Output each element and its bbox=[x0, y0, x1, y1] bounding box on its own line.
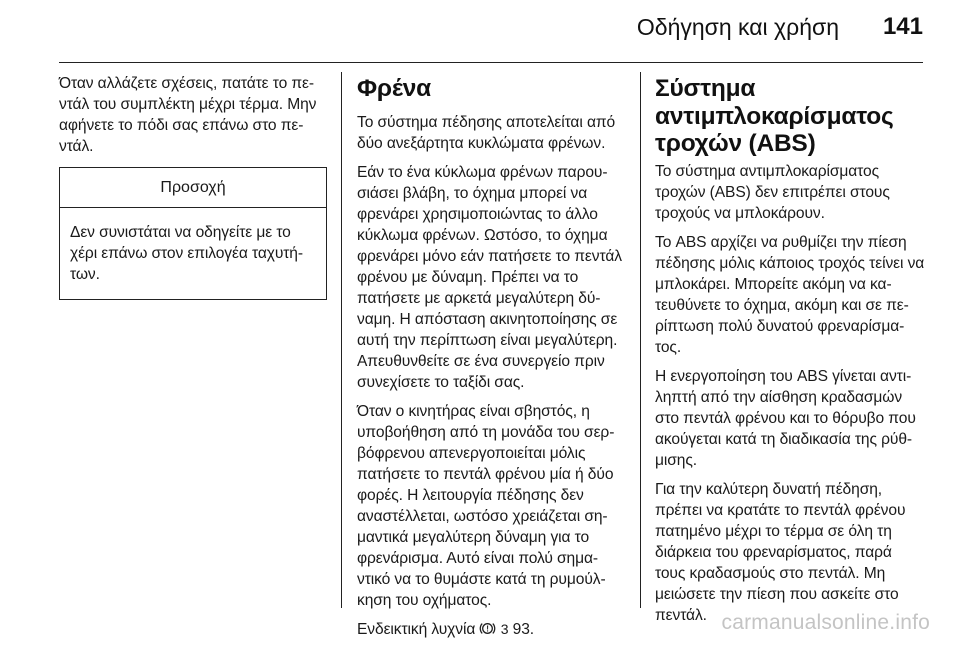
indicator-reference bbox=[357, 619, 625, 642]
abs-paragraph: Για την καλύτερη δυνατή πέδηση, πρέπει να κρατάτε το πεντάλ φρένου πατημένο μέχρι το τέρμα σε όλη τη διάρκεια του φρεναρίσματος, παρά τους κραδασμούς στο πεντάλ. Μη μειώσετε την πίεση που ασκείτε στο πεντάλ. bbox=[655, 480, 906, 624]
caution-heading: Προσοχή bbox=[60, 168, 326, 208]
brake-warning-icon bbox=[479, 621, 496, 642]
caution-text: Δεν συνιστάται να οδηγείτε με το χέρι επάνω στον επιλογέα ταχυτήτων. bbox=[70, 224, 304, 283]
section-heading-abs: Σύστημα αντιμπλοκαρίσματος τροχών (ABS) bbox=[655, 75, 894, 157]
page-reference-arrow-icon: 3 bbox=[500, 621, 509, 637]
caution-body bbox=[60, 208, 326, 299]
abs-paragraph: Το σύστημα αντιμπλοκαρίσματος τροχών (ABS) δεν επιτρέπει στους τροχούς να μπλοκάρουν. bbox=[655, 162, 890, 222]
page-reference-number: 93. bbox=[512, 621, 535, 638]
section-heading-brakes: Φρένα bbox=[357, 75, 432, 102]
gearshift-paragraph: Όταν αλλάζετε σχέσεις, πατάτε το πεντάλ του συμπλέκτη μέχρι τέρμα. Μην αφήνετε το πόδι σας επάνω στο πεντάλ. bbox=[59, 75, 317, 155]
page-number: 141 bbox=[882, 13, 923, 40]
svg-text:!: ! bbox=[486, 624, 490, 634]
brakes-paragraph: Το σύστημα πέδησης αποτελείται από δύο ανεξάρτητα κυκλώματα φρένων. bbox=[357, 114, 616, 152]
indicator-reference-text: Ενδεικτική λυχνία bbox=[357, 621, 476, 638]
brakes-paragraph: Όταν ο κινητήρας είναι σβηστός, η υποβοήθηση από τη μονάδα του σερβόφρενου απενεργοποιείται μόλις πατήσετε το πεντάλ φρένου μία ή δύο φορές. Η λειτουργία πέδησης δεν αναστέλλεται, ωστόσο χρειάζεται σημαντικά μεγαλύτερη δύναμη για το φρενάρισμα. Αυτό είναι πολύ σημαντικό να το θυμάστε κατά τη ρυμούλκηση του οχήματος. bbox=[357, 403, 615, 609]
column-3 bbox=[655, 73, 925, 634]
column-divider-1 bbox=[341, 72, 342, 608]
column-divider-2 bbox=[640, 72, 641, 608]
caution-box bbox=[59, 167, 327, 300]
abs-paragraph: Το ABS αρχίζει να ρυθμίζει την πίεση πέδησης μόλις κάποιος τροχός τείνει να μπλοκάρει. Μπορείτε ακόμη να κατευθύνετε το όχημα, ακόμη και σε περίπτωση πολύ δυνατού φρεναρίσματος. bbox=[655, 233, 925, 356]
abs-paragraph: Η ενεργοποίηση του ABS γίνεται αντιληπτή από την αίσθηση κραδασμών στο πεντάλ φρένου και το θόρυβο που ακούγεται κατά τη διαδικασία της ρύθμισης. bbox=[655, 367, 916, 469]
column-2 bbox=[357, 73, 625, 650]
watermark: carmanualsonline.info bbox=[721, 611, 930, 634]
column-1 bbox=[59, 73, 327, 300]
header-rule bbox=[59, 62, 923, 63]
page-header-title: Οδήγηση και χρήση bbox=[636, 14, 839, 40]
brakes-paragraph: Εάν το ένα κύκλωμα φρένων παρουσιάσει βλάβη, το όχημα μπορεί να φρενάρει χρησιμοποιώντας το άλλο κύκλωμα φρένων. Ωστόσο, το όχημα φρενάρει μόνο εάν πατήσετε το πεντάλ φρένου με δύναμη. Πρέπει να το πατήσετε με αρκετά μεγαλύτερη δύναμη. Η απόσταση ακινητοποίησης σε αυτή την περίπτωση είναι μεγαλύτερη. Απευθυνθείτε σε ένα συνεργείο πριν συνεχίσετε το ταξίδι σας. bbox=[357, 164, 622, 391]
